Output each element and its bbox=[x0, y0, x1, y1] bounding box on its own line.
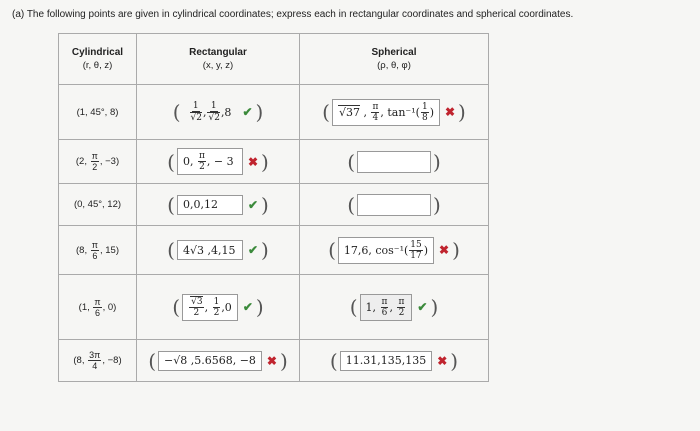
rectangular-cell: ( $\frac{1}{√2}$ , $\frac{1}{√2}$ ,8 ✔ ) bbox=[137, 85, 300, 140]
cross-icon: ✖ bbox=[437, 353, 448, 368]
spherical-answer-input[interactable]: 1, $\frac{\pi}{6}$ , $\frac{\pi}{2}$ bbox=[360, 294, 413, 321]
spherical-cell: ( ) bbox=[300, 184, 489, 226]
cylindrical-point: (1, $\frac{\pi}{6}$ , 0) bbox=[59, 275, 137, 340]
spherical-cell: ( √37 , $\frac{\pi}{4}$ , tan⁻¹( $\frac{1}{8}$ ) ✖ ) bbox=[300, 85, 489, 140]
spherical-answer-input[interactable]: √37 , $\frac{\pi}{4}$ , tan⁻¹( $\frac{1}{8}$ ) bbox=[332, 99, 440, 126]
rectangular-answer-input[interactable]: 0,0,12 bbox=[177, 195, 243, 215]
cross-icon: ✖ bbox=[439, 243, 450, 257]
rectangular-cell: ( $\frac{√3}{2}$ , $\frac{1}{2}$ ,0 ✔ ) bbox=[137, 275, 300, 340]
rectangular-answer-input[interactable]: $\frac{1}{√2}$ , $\frac{1}{√2}$ ,8 bbox=[190, 101, 232, 123]
table-row bbox=[59, 184, 489, 226]
spherical-answer-input[interactable]: 11.31,135,135 bbox=[340, 351, 432, 371]
spherical-cell: ( ) bbox=[300, 140, 489, 184]
table-row bbox=[59, 140, 489, 184]
coordinates-table bbox=[58, 33, 489, 382]
rectangular-answer-input[interactable]: 4√3 ,4,15 bbox=[177, 240, 243, 260]
header-spherical: Spherical (ρ, θ, φ) bbox=[300, 34, 489, 85]
cross-icon: ✖ bbox=[247, 154, 259, 169]
cylindrical-point: (1, 45°, 8) bbox=[59, 85, 137, 140]
header-rectangular: Rectangular (x, y, z) bbox=[137, 34, 300, 85]
spherical-cell: ( 1, $\frac{\pi}{6}$ , $\frac{\pi}{2}$ ✔ ) bbox=[300, 275, 489, 340]
check-icon: ✔ bbox=[242, 300, 253, 314]
rectangular-cell: ( 0, $\frac{\pi}{2}$ , − 3 ✖ ) bbox=[137, 140, 300, 184]
cross-icon: ✖ bbox=[266, 353, 277, 368]
spherical-answer-input[interactable]: 17,6, cos⁻¹( $\frac{15}{17}$ ) bbox=[338, 237, 434, 264]
check-icon: ✔ bbox=[247, 243, 259, 257]
cylindrical-point: (2, $\frac{\pi}{2}$ , −3) bbox=[59, 140, 137, 184]
rectangular-cell: ( 4√3 ,4,15 ✔ ) bbox=[137, 226, 300, 275]
cylindrical-point: (0, 45°, 12) bbox=[59, 184, 137, 226]
spherical-cell: ( 17,6, cos⁻¹( $\frac{15}{17}$ ) ✖ ) bbox=[300, 226, 489, 275]
spherical-answer-input[interactable] bbox=[357, 194, 431, 216]
check-icon: ✔ bbox=[242, 105, 253, 119]
table-row bbox=[59, 275, 489, 340]
rectangular-answer-input[interactable]: $\frac{√3}{2}$ , $\frac{1}{2}$ ,0 bbox=[182, 294, 238, 321]
rectangular-cell: ( 0,0,12 ✔ ) bbox=[137, 184, 300, 226]
table-row bbox=[59, 85, 489, 140]
question-title: (a) The following points are given in cylindrical coordinates; express each in rectangular coordinates and spherical coordinates. bbox=[12, 9, 574, 20]
spherical-answer-input[interactable] bbox=[357, 151, 431, 173]
table-row bbox=[59, 226, 489, 275]
check-icon: ✔ bbox=[247, 197, 259, 212]
cylindrical-point: (8, $\frac{3\pi}{4}$ , −8) bbox=[59, 340, 137, 382]
rectangular-cell: ( −√8 ,5.6568, −8 ✖ ) bbox=[137, 340, 300, 382]
header-cylindrical: Cylindrical (r, θ, z) bbox=[59, 34, 137, 85]
cross-icon: ✖ bbox=[444, 105, 456, 119]
check-icon: ✔ bbox=[417, 300, 428, 314]
rectangular-answer-input[interactable]: 0, $\frac{\pi}{2}$ , − 3 bbox=[177, 148, 243, 175]
spherical-cell: ( 11.31,135,135 ✖ ) bbox=[300, 340, 489, 382]
rectangular-answer-input[interactable]: −√8 ,5.6568, −8 bbox=[158, 351, 262, 371]
table-row bbox=[59, 340, 489, 382]
cylindrical-point: (8, $\frac{\pi}{6}$ , 15) bbox=[59, 226, 137, 275]
